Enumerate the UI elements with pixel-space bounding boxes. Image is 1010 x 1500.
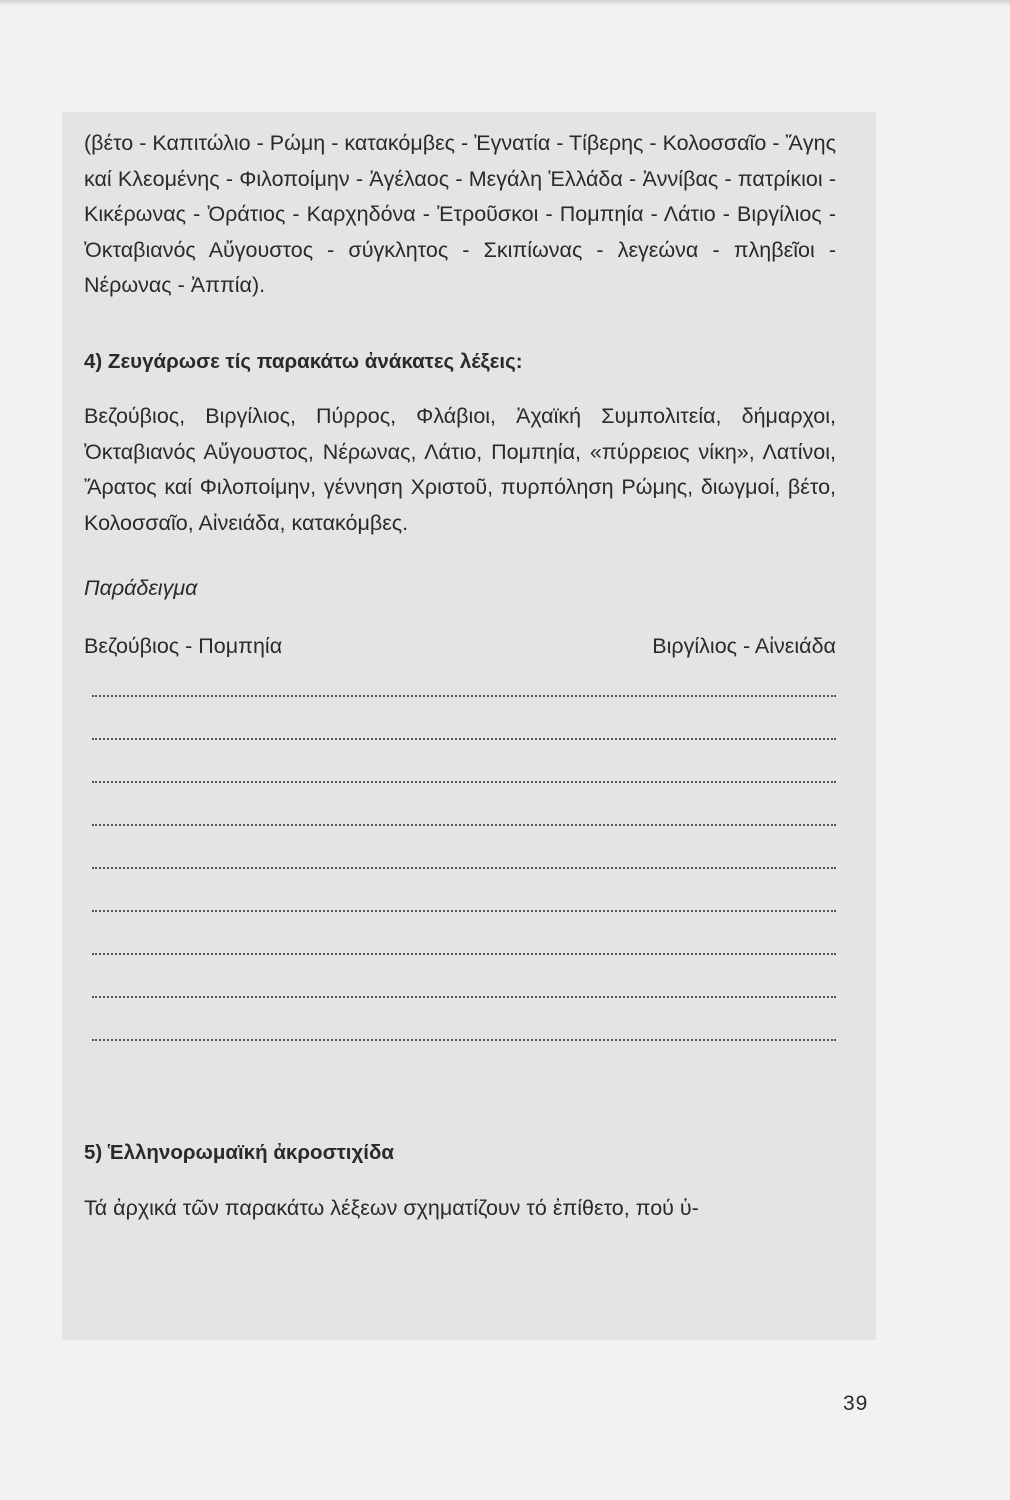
example-pairs bbox=[84, 629, 836, 665]
page-top-edge bbox=[0, 0, 1010, 6]
exercise-4-heading: 4) Ζευγάρωσε τίς παρακάτω ἀνάκατες λέξεις: bbox=[84, 349, 523, 373]
exercise-5-intro: Τά ἀρχικά τῶν παρακάτω λέξεων σχηματίζουν τό ἐπίθετο, πού ὑ- bbox=[84, 1195, 699, 1220]
page-number: 39 bbox=[843, 1392, 869, 1415]
answer-lines bbox=[84, 664, 836, 1051]
exercise-4-words: Βεζούβιος, Βιργίλιος, Πύρρος, Φλάβιοι, Ἀχαϊκή Συμπολιτεία, δήμαρχοι, Ὀκταβιανός Αὔγουστος, Νέρωνας, Λάτιο, Πομπηία, «πύρρειος νίκη», Λατίνοι, Ἄρατος καί Φιλοποίμην, γέννηση Χριστοῦ, πυρπόληση Ρώμης, διωγμοί, βέτο, Κολοσσαῖο, Αἰνειάδα, κατακόμβες. bbox=[84, 404, 836, 535]
answer-line[interactable] bbox=[84, 793, 836, 836]
answer-line[interactable] bbox=[84, 707, 836, 750]
word-list-continuation: (βέτο - Καπιτώλιο - Ρώμη - κατακόμβες - Ἐγνατία - Τίβερης - Κολοσσαῖο - Ἄγης καί Κλεομένης - Φιλοποίμην - Ἀγέλαος - Μεγάλη Ἑλλάδα - Ἀννίβας - πατρίκιοι - Κικέρωνας - Ὀράτιος - Καρχηδόνα - Ἐτροῦσκοι - Πομπηία - Λάτιο - Βιργίλιος - Ὀκταβιανός Αὔγουστος - σύγκλητος - Σκιπίωνας - λεγεώνα - πληβεῖοι - Νέρωνας - Ἀππία). bbox=[84, 131, 836, 297]
answer-line[interactable] bbox=[84, 922, 836, 965]
answer-line[interactable] bbox=[84, 836, 836, 879]
answer-line[interactable] bbox=[84, 664, 836, 707]
answer-line[interactable] bbox=[84, 965, 836, 1008]
page-content bbox=[84, 126, 836, 1226]
exercise-5-heading: 5) Ἑλληνορωμαϊκή ἀκροστιχίδα bbox=[84, 1141, 394, 1164]
answer-line[interactable] bbox=[84, 750, 836, 793]
answer-line[interactable] bbox=[84, 879, 836, 922]
example-pair-right: Βιργίλιος - Αἰνειάδα bbox=[652, 633, 836, 658]
example-label: Παράδειγμα bbox=[84, 576, 198, 600]
answer-line[interactable] bbox=[84, 1008, 836, 1051]
example-pair-left: Βεζούβιος - Πομπηία bbox=[84, 633, 283, 658]
